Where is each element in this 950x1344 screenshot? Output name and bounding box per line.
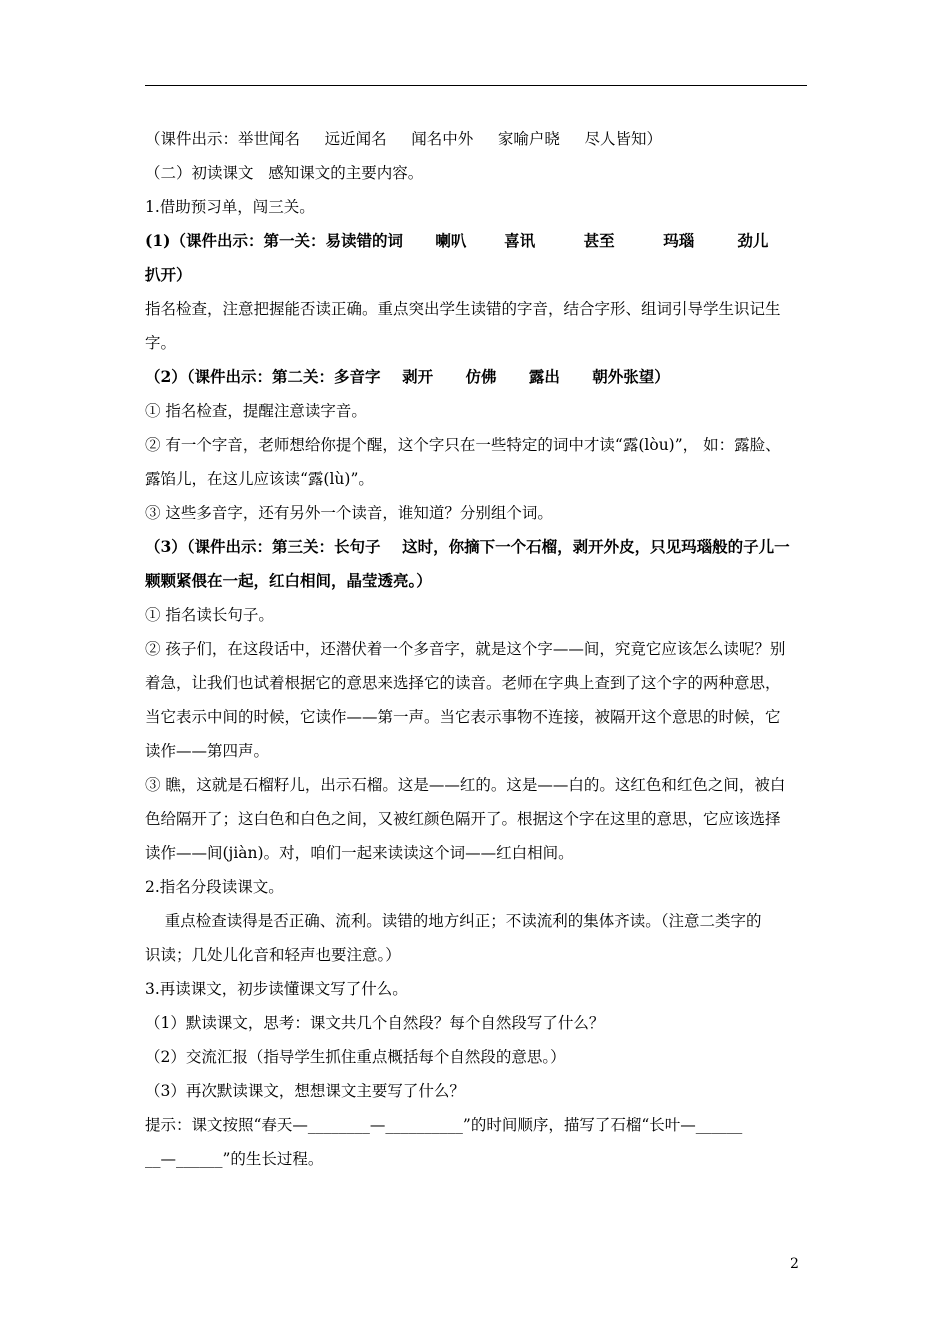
step-heading: 2.指名分段读课文。 bbox=[145, 878, 284, 896]
page-number: 2 bbox=[790, 1256, 799, 1272]
document-body bbox=[145, 122, 815, 1176]
text-line: 提示：课文按照“春天—________—__________”的时间顺序，描写了石榴“长叶—______ bbox=[145, 1116, 743, 1134]
text-line: 字。 bbox=[145, 334, 177, 352]
section-heading: （二）初读课文 感知课文的主要内容。 bbox=[145, 164, 424, 182]
text-line: （2）（课件出示：第二关：多音字 剥开 仿佛 露出 朝外张望） bbox=[145, 367, 670, 386]
step-heading: 1.借助预习单，闯三关。 bbox=[145, 198, 315, 216]
text-line: __—______”的生长过程。 bbox=[145, 1150, 324, 1168]
text-line: ① 指名检查，提醒注意读字音。 bbox=[145, 402, 367, 420]
text-line: (1)（课件出示：第一关：易读错的词 喇叭 喜讯 甚至 玛瑙 劲儿 bbox=[145, 231, 769, 250]
text-line: （3）再次默读课文，想想课文主要写了什么？ bbox=[145, 1082, 465, 1100]
text-line: 读作——间(jiàn)。对，咱们一起来读读这个词——红白相间。 bbox=[145, 844, 574, 862]
text-line: ③ 这些多音字，还有另外一个读音，谁知道？分别组个词。 bbox=[145, 504, 553, 522]
text-line: 露馅儿，在这儿应该读“露(lù)”。 bbox=[145, 470, 374, 488]
text-line: （课件出示：举世闻名 远近闻名 闻名中外 家喻户晓 尽人皆知） bbox=[145, 130, 663, 148]
text-line: （1）默读课文，思考：课文共几个自然段？每个自然段写了什么？ bbox=[145, 1014, 605, 1032]
text-line: ② 孩子们，在这段话中，还潜伏着一个多音字，就是这个字——间，究竟它应该怎么读呢？别 bbox=[145, 640, 786, 658]
text-line: 指名检查，注意把握能否读正确。重点突出学生读错的字音，结合字形、组词引导学生识记生 bbox=[145, 300, 781, 318]
text-line: 色给隔开了；这白色和白色之间，又被红颜色隔开了。根据这个字在这里的意思，它应该选择 bbox=[145, 810, 781, 828]
text-line: ① 指名读长句子。 bbox=[145, 606, 274, 624]
text-line: 识读；几处儿化音和轻声也要注意。） bbox=[145, 946, 401, 964]
text-line: 当它表示中间的时候，它读作——第一声。当它表示事物不连接，被隔开这个意思的时候，它 bbox=[145, 708, 781, 726]
step-heading: 3.再读课文，初步读懂课文写了什么。 bbox=[145, 980, 408, 998]
text-line: （2）交流汇报（指导学生抓住重点概括每个自然段的意思。） bbox=[145, 1048, 566, 1066]
header-rule bbox=[145, 85, 807, 86]
text-line: 颗颗紧偎在一起，红白相间，晶莹透亮。） bbox=[145, 571, 432, 590]
text-line: 重点检查读得是否正确、流利。读错的地方纠正；不读流利的集体齐读。（注意二类字的 bbox=[145, 912, 762, 930]
text-line: 扒开） bbox=[145, 265, 192, 284]
text-line: 着急，让我们也试着根据它的意思来选择它的读音。老师在字典上查到了这个字的两种意思， bbox=[145, 674, 781, 692]
text-line: ③ 瞧，这就是石榴籽儿，出示石榴。这是——红的。这是——白的。这红色和红色之间，被白 bbox=[145, 776, 786, 794]
text-line: ② 有一个字音，老师想给你提个醒，这个字只在一些特定的词中才读“露(lòu)”， 如：露脸、 bbox=[145, 436, 781, 454]
text-line: （3）（课件出示：第三关：长句子 这时，你摘下一个石榴，剥开外皮，只见玛瑙般的子儿一 bbox=[145, 537, 790, 556]
text-line: 读作——第四声。 bbox=[145, 742, 270, 760]
